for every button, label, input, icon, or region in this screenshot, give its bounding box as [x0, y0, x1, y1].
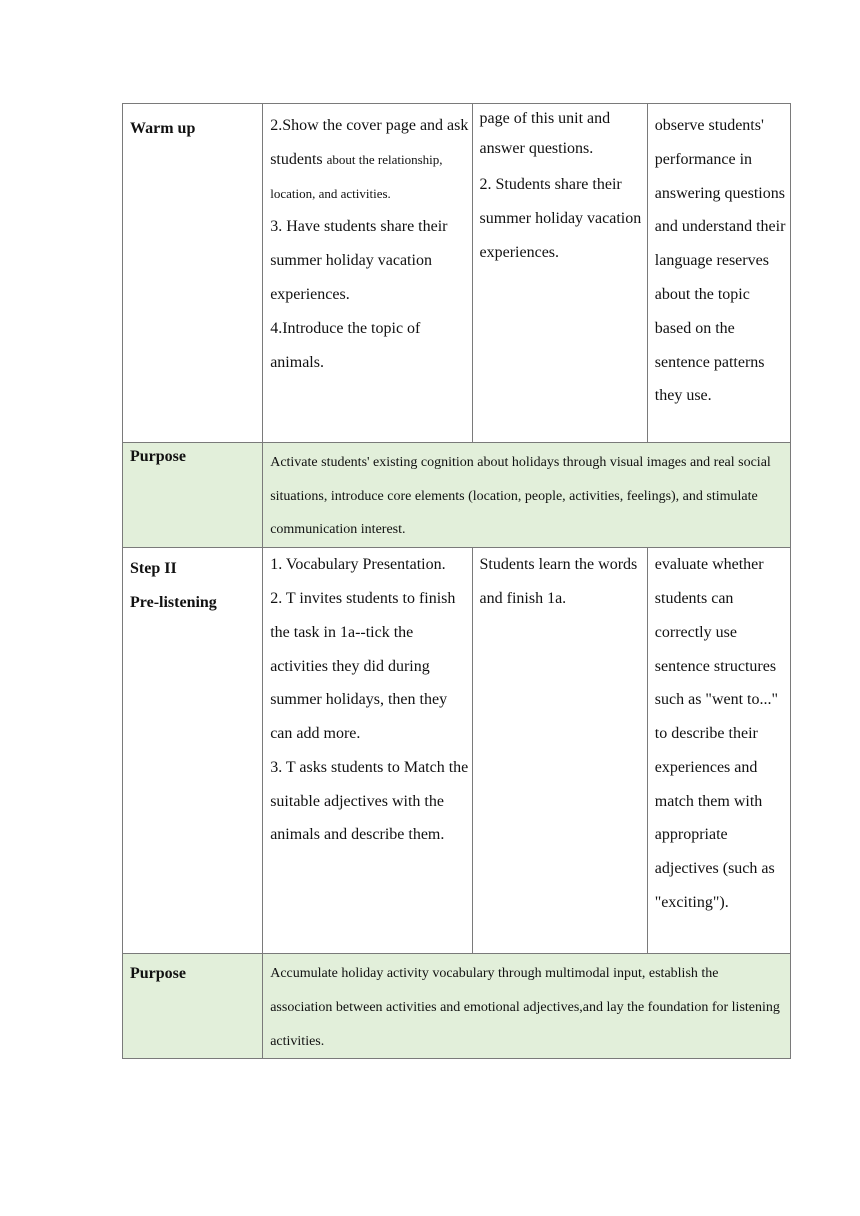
- student-activity-cell: [472, 104, 647, 443]
- assessment-cell: [647, 104, 790, 443]
- purpose-label: Purpose: [130, 965, 186, 983]
- assessment-text: observe students' performance in answering questions and understand their language reserves about the topic based on the sentence patterns they use.: [654, 117, 786, 405]
- step-label: Warm up: [130, 120, 196, 137]
- step-sublabel: Pre-listening: [130, 594, 217, 612]
- purpose-label-cell: [123, 954, 263, 1059]
- teacher-activity-item: 3. Have students share their summer holiday vacation experiences.: [270, 218, 448, 303]
- step-label-cell: [123, 548, 263, 954]
- assessment-text: evaluate whether students can correctly use sentence structures such as "went to..." to describe their experiences and match them with appropriate adjectives (such as "exciting").: [654, 556, 779, 912]
- table-row-purpose: [123, 954, 791, 1059]
- step-label-cell: [123, 104, 263, 443]
- student-activity-item: page of this unit and answer questions.: [479, 110, 611, 157]
- teacher-activity-item: 2. T invites students to finish the task in 1a--tick the activities they did during summer holidays, then they can add more.: [270, 589, 456, 743]
- student-activity-cell: [472, 548, 647, 954]
- lesson-plan-page: [122, 103, 791, 1059]
- teacher-activity-text: 2.Show the cover page and ask students: [270, 117, 469, 168]
- student-activity-item: Students learn the words and finish 1a.: [479, 556, 638, 607]
- assessment-cell: [647, 548, 790, 954]
- teacher-activity-text-small: about the relationship, location, and activities.: [270, 151, 443, 201]
- teacher-activity-item: 1. Vocabulary Presentation.: [270, 556, 446, 574]
- table-row-warm-up: [123, 104, 791, 443]
- lesson-plan-table: [122, 103, 791, 1059]
- teacher-activity-cell: [263, 548, 472, 954]
- purpose-text: Accumulate holiday activity vocabulary through multimodal input, establish the association between activities and emotional adjectives,and lay the foundation for listening activities.: [270, 966, 780, 1049]
- teacher-activity-cell: [263, 104, 472, 443]
- step-label: Step II: [130, 560, 177, 578]
- purpose-label: Purpose: [130, 448, 186, 465]
- table-row-pre-listening: [123, 548, 791, 954]
- purpose-text: Activate students' existing cognition about holidays through visual images and real social situations, introduce core elements (location, people, activities, feelings), and stimulate communication interest.: [270, 455, 771, 538]
- student-activity-item: 2. Students share their summer holiday vacation experiences.: [479, 176, 642, 261]
- table-row-purpose: [123, 443, 791, 548]
- purpose-label-cell: [123, 443, 263, 548]
- teacher-activity-item: 3. T asks students to Match the suitable adjectives with the animals and describe them.: [270, 758, 469, 844]
- purpose-text-cell: [263, 954, 791, 1059]
- teacher-activity-item: [270, 109, 471, 210]
- teacher-activity-item: 4.Introduce the topic of animals.: [270, 319, 421, 371]
- purpose-text-cell: [263, 443, 791, 548]
